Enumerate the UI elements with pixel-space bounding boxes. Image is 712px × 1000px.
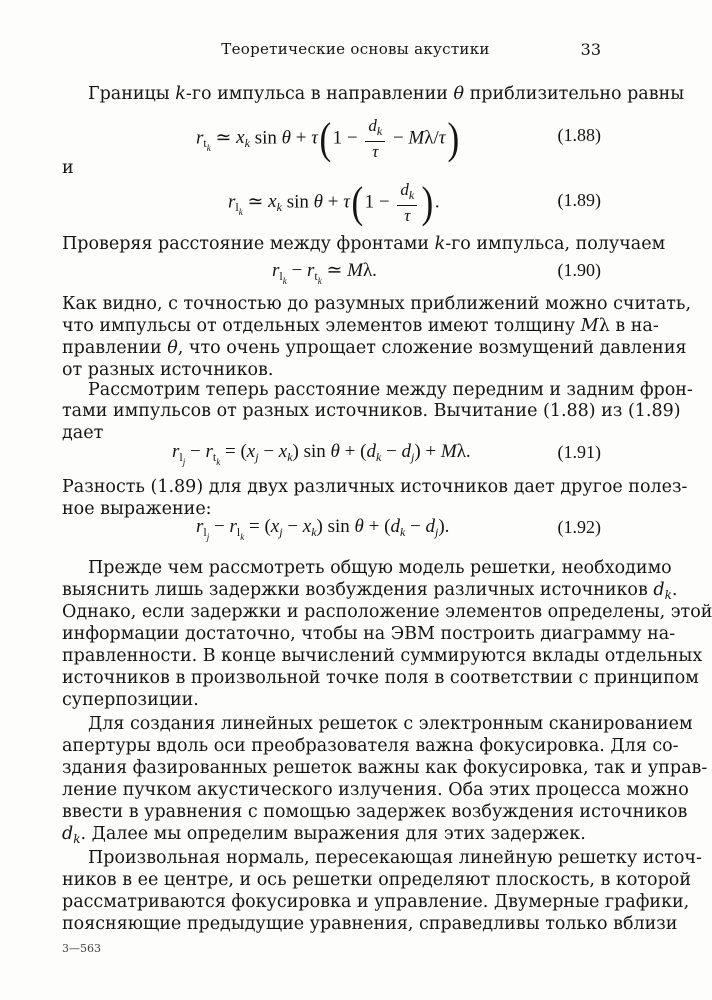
page-number: 33 — [580, 40, 601, 59]
paragraph-line: Для создания линейных решеток с электронным сканированием — [88, 714, 693, 734]
paragraph-line: тами импульсов от разных источников. Вычитание (1.88) из (1.89) — [62, 401, 681, 421]
paragraph-line: выяснить лишь задержки возбуждения различных источников $d_k$. — [62, 580, 678, 602]
paragraph-line: ников в ее центре, и ось решетки определяют плоскость, в которой — [62, 870, 691, 890]
paragraph-line: апертуры вдоль оси преобразователя важна фокусировка. Для со- — [62, 736, 679, 756]
paragraph-line: суперпозиции. — [62, 690, 199, 710]
equation-number-1-90: (1.90) — [557, 260, 601, 280]
equation-number-1-88: (1.88) — [557, 125, 601, 145]
paragraph-line: $d_k$. Далее мы определим выражения для этих задержек. — [62, 824, 586, 846]
word-and: и — [62, 158, 74, 178]
equation-number-1-89: (1.89) — [557, 190, 601, 210]
paragraph-line: дает — [62, 423, 104, 443]
paragraph-line: здания фазированных решеток важны как фокусировка, так и управ- — [62, 758, 708, 778]
equation-number-1-92: (1.92) — [557, 517, 601, 537]
paragraph-line: ление пучком акустического излучения. Оба этих процесса можно — [62, 780, 689, 800]
paragraph-bounds-intro: Границы k-го импульса в направлении θ приблизительно равны — [88, 84, 685, 104]
paragraph-line: ное выражение: — [62, 499, 212, 519]
equation-1-89: $r_{l_k}$ ≃ $x_k$ sin θ + τ(1 − $\frac{d_k}{\tau}$ ). — [228, 178, 440, 227]
paragraph-line: правлении θ, что очень упрощает сложение возмущений давления — [62, 338, 687, 358]
paragraph-line: Рассмотрим теперь расстояние между передним и задним фрон- — [88, 380, 693, 400]
equation-number-1-91: (1.91) — [557, 442, 601, 462]
paragraph-line: поясняющие предыдущие уравнения, справедливы только вблизи — [62, 914, 678, 934]
paragraph-line: что импульсы от отдельных элементов имеют толщину Mλ в на- — [62, 316, 659, 336]
paragraph-line: Произвольная нормаль, пересекающая линейную решетку источ- — [88, 848, 702, 868]
signature-mark: 3—563 — [62, 942, 101, 955]
paragraph-line: правленности. В конце вычислений суммируются вклады отдельных — [62, 646, 703, 666]
paragraph-line: информации достаточно, чтобы на ЭВМ построить диаграмму на- — [62, 624, 676, 644]
equation-1-90: $r_{l_k} - r_{t_k}$ ≃ Mλ. — [272, 260, 377, 286]
paragraph-line: от разных источников. — [62, 360, 274, 380]
running-header: Теоретические основы акустики — [221, 40, 490, 58]
paragraph-line: рассматриваются фокусировка и управление. Двумерные графики, — [62, 892, 690, 912]
equation-1-91: $r_{l_j} - r_{t_k} = (x_j - x_k)$ $\sin \theta + (d_k - d_j) + M\lambda$. — [172, 441, 471, 467]
paragraph-line: Однако, если задержки и расположение элементов определены, этой — [62, 602, 712, 622]
paragraph-line: источников в произвольной точке поля в соответствии с принципом — [62, 668, 699, 688]
paragraph-line: Прежде чем рассмотреть общую модель решетки, необходимо — [88, 558, 672, 578]
equation-1-88: $r_{t_k}$ ≃ $x_k$ sin θ + τ(1 − $\frac{d_k}{\tau}$ − Mλ/τ) — [196, 114, 459, 163]
paragraph-line: ввести в уравнения с помощью задержек возбуждения источников — [62, 802, 688, 822]
paragraph-check-distance: Проверяя расстояние между фронтами k-го импульса, получаем — [62, 234, 666, 254]
paragraph-line: Как видно, с точностью до разумных приближений можно считать, — [62, 294, 692, 314]
equation-1-92: $r_{l_j} - r_{l_k} = (x_j - x_k)$ $\sin \theta + (d_k - d_j)$. — [196, 516, 450, 542]
paragraph-line: Разность (1.89) для двух различных источников дает другое полез- — [62, 477, 688, 497]
